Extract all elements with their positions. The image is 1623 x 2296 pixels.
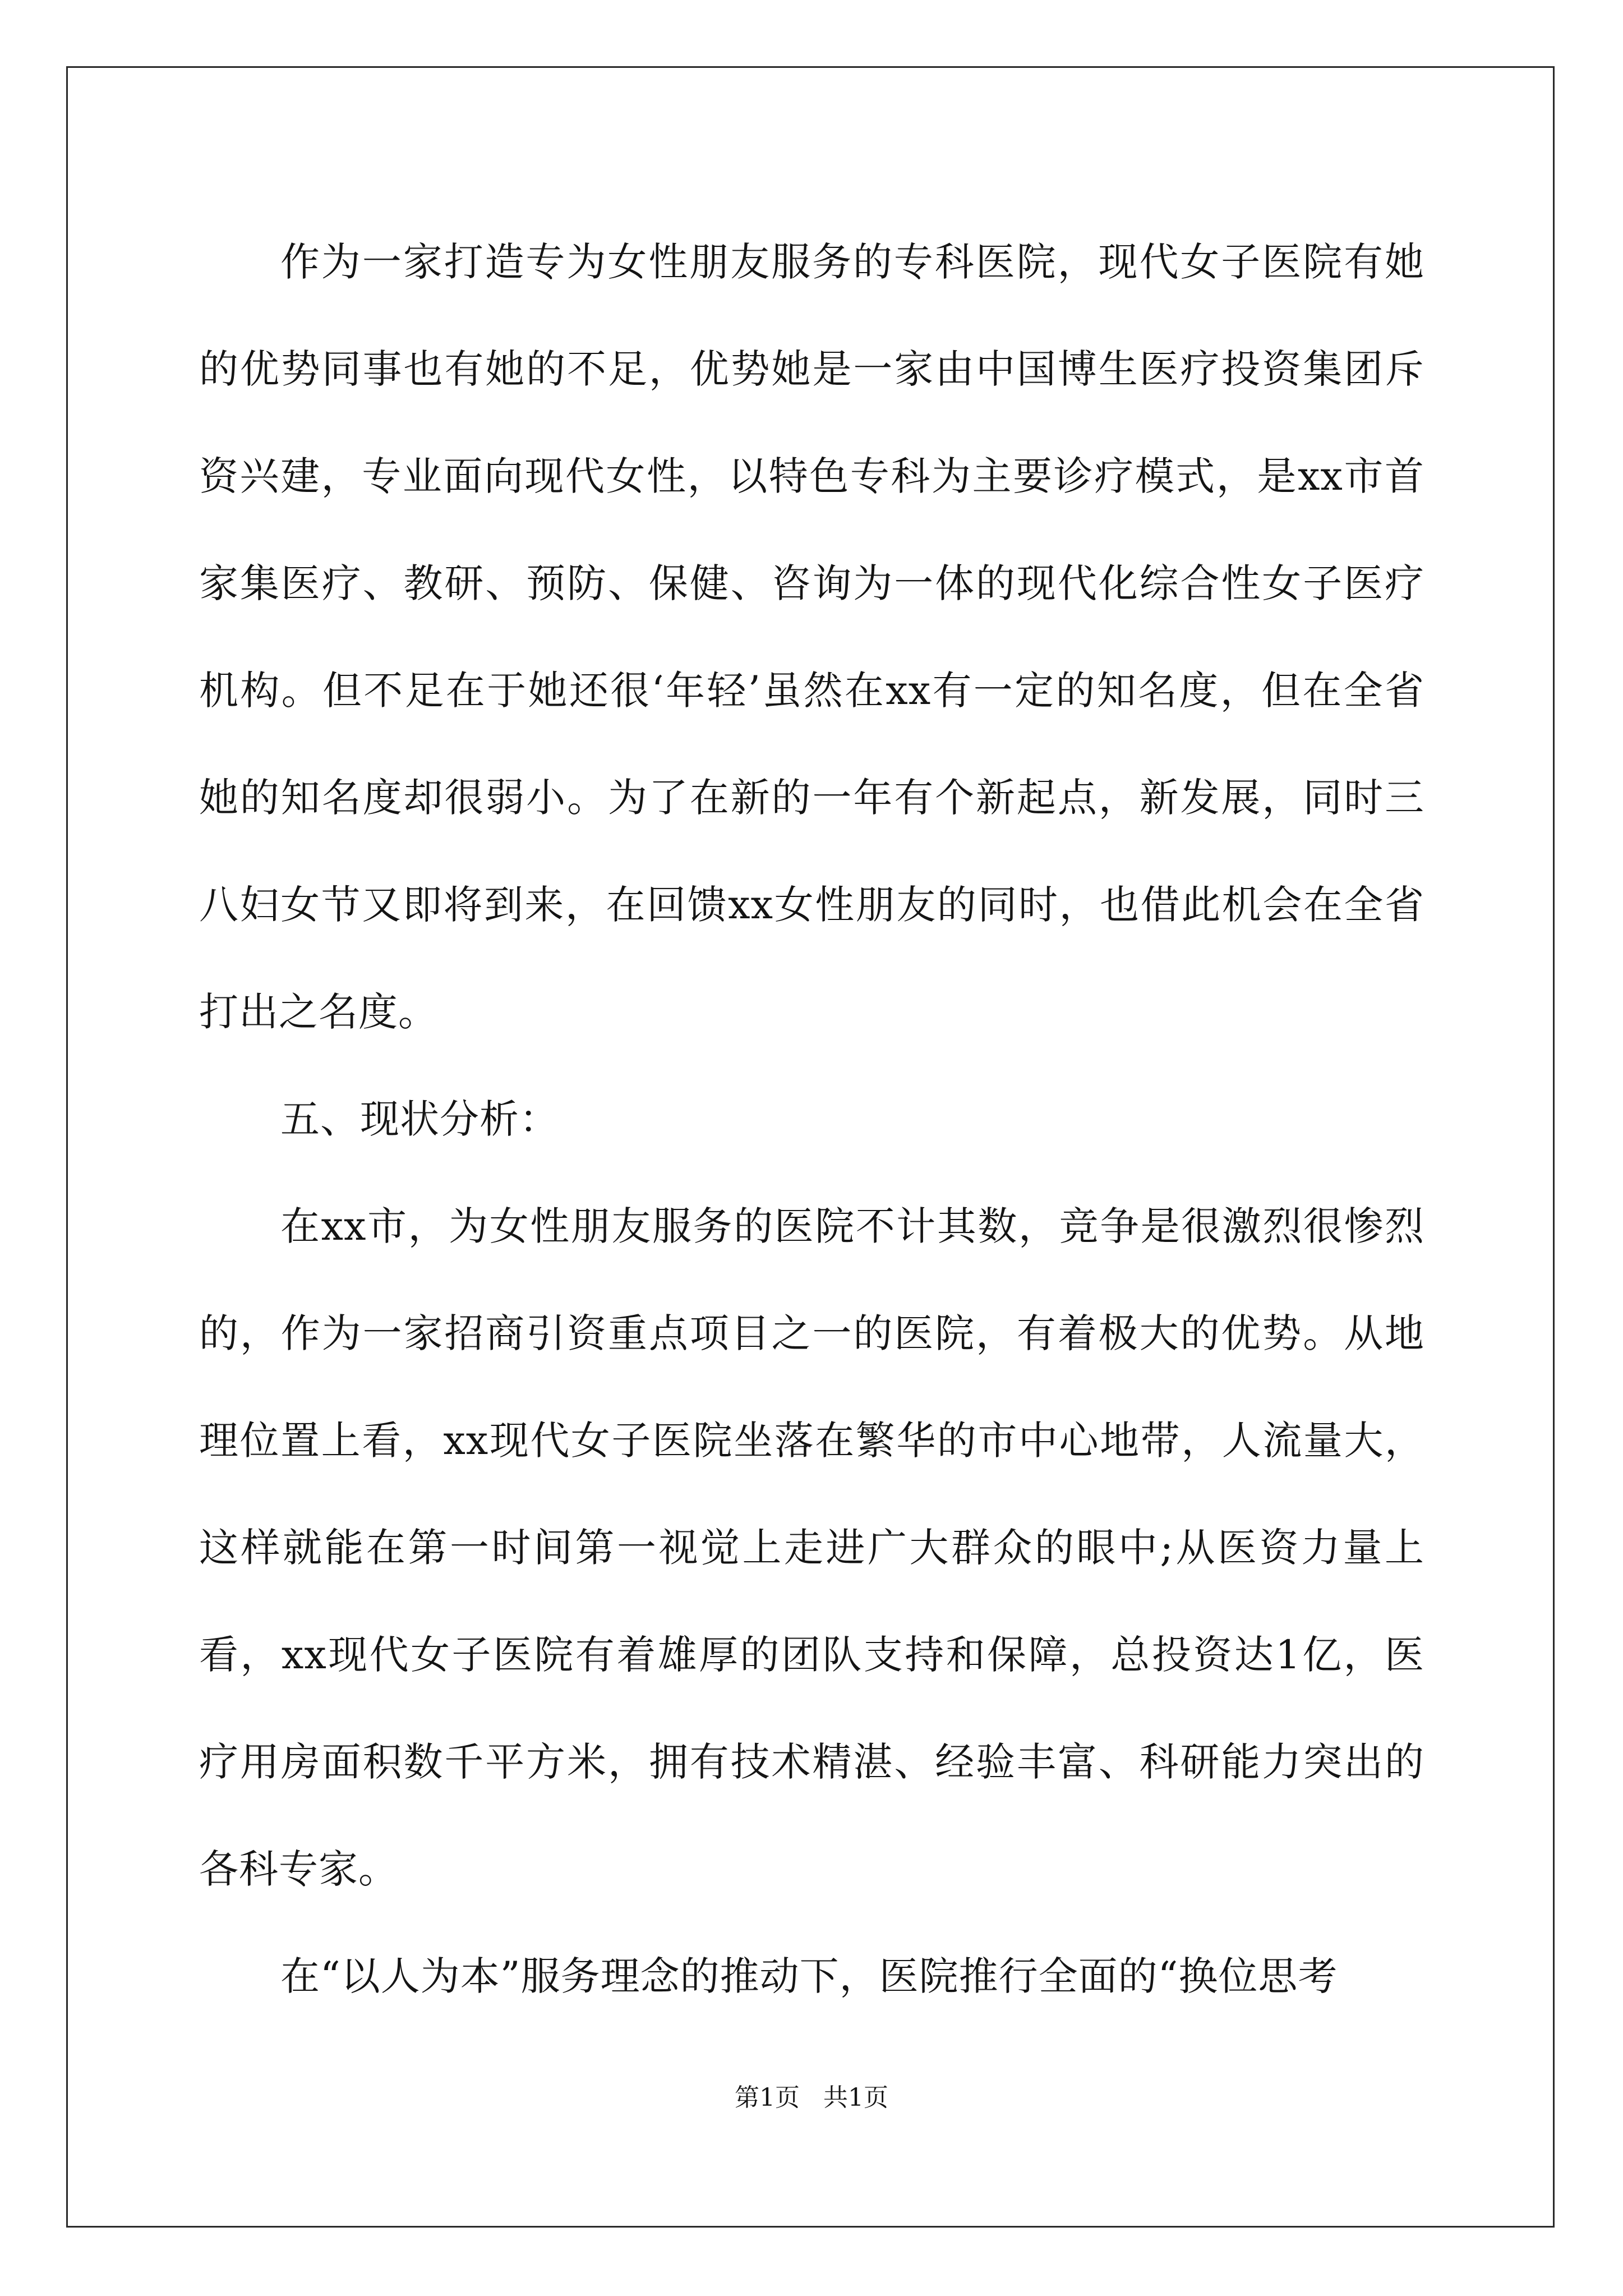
document-body — [199, 209, 1424, 2030]
page-footer — [0, 2081, 1623, 2115]
paragraph-status-analysis: 在xx市，为女性朋友服务的医院不计其数，竞争是很激烈很惨烈的，作为一家招商引资重点项目之一的医院，有着极大的优势。从地理位置上看，xx现代女子医院坐落在繁华的市中心地带，人流量大，这样就能在第一时间第一视觉上走进广大群众的眼中;从医资力量上看，xx现代女子医院有着雄厚的团队支持和保障，总投资达1亿，医疗用房面积数千平方米，拥有技术精湛、经验丰富、科研能力突出的各科专家。 — [199, 1203, 1424, 1892]
paragraph-service-concept: 在“以人为本”服务理念的推动下，医院推行全面的“换位思考 — [280, 1953, 1338, 1999]
page-number: 第1页 — [735, 2083, 800, 2112]
paragraph-intro: 作为一家打造专为女性朋友服务的专科医院，现代女子医院有她的优势同事也有她的不足，优势她是一家由中国博生医疗投资集团斥资兴建，专业面向现代女性，以特色专科为主要诊疗模式，是xx市首家集医疗、教研、预防、保健、咨询为一体的现代化综合性女子医疗机构。但不足在于她还很‘年轻’虽然在xx有一定的知名度，但在全省她的知名度却很弱小。为了在新的一年有个新起点，新发展，同时三八妇女节又即将到来，在回馈xx女性朋友的同时，也借此机会在全省打出之名度。 — [199, 239, 1425, 1035]
page-total: 共1页 — [823, 2083, 888, 2112]
section-heading-status-analysis: 五、现状分析： — [280, 1096, 559, 1142]
